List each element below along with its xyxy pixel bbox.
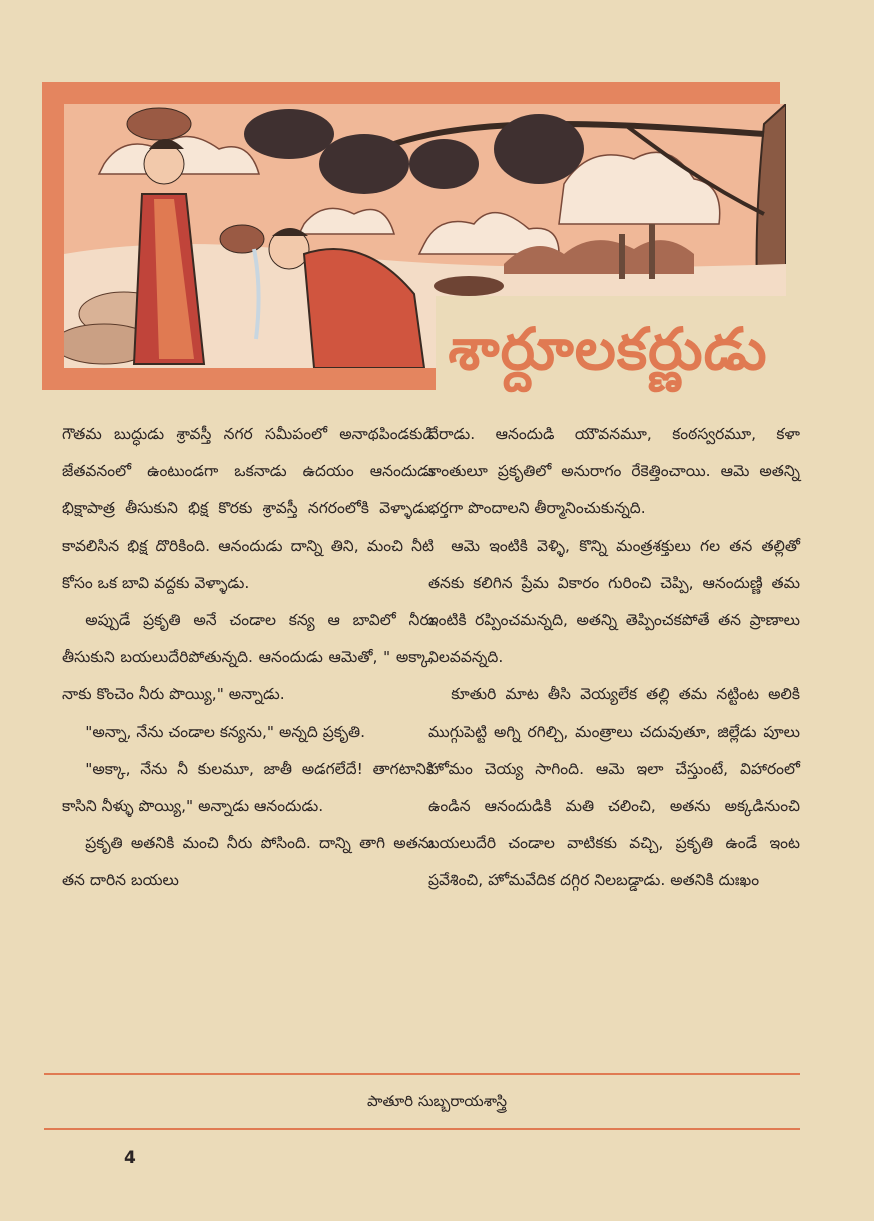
paragraph: గౌతమ బుద్ధుడు శ్రావస్తీ నగర సమీపంలో అనాథపిండకుడి జేతవనంలో ఉంటుండగా ఒకనాడు ఉదయం ఆనందుడు భిక్షాపాత్ర తీసుకుని భిక్ష కొరకు శ్రావస్తీ నగరంలోకి వెళ్ళాడు. కావలిసిన భిక్ష దొరికింది. ఆనందుడు దాన్ని తిని, మంచి నీటి కోసం ఒక బావి వద్దకు వెళ్ళాడు. (62, 425, 434, 592)
page-number: 4 (124, 1148, 136, 1168)
paragraph: "అన్నా, నేను చండాల కన్యను," అన్నది ప్రకృతి. (85, 722, 366, 741)
top-divider (44, 1073, 800, 1075)
bottom-divider (44, 1128, 800, 1130)
paragraph: ప్రకృతి అతనికి మంచి నీరు పోసింది. దాన్ని తాగి అతను తన దారిన బయలు (62, 834, 434, 890)
paragraph: అప్పుడే ప్రకృతి అనే చండాల కన్య ఆ బావిలో నీరు తీసుకుని బయలుదేరిపోతున్నది. ఆనందుడు ఆమెతో, " అక్కా, నాకు కొంచెం నీరు పొయ్యి," అన్నాడు. (62, 611, 434, 704)
left-column (62, 416, 434, 900)
paragraph: దేరాడు. ఆనందుడి యౌవనమూ, కంఠస్వరమూ, కళా కాంతులూ ప్రకృతిలో అనురాగం రేకెత్తించాయి. ఆమె అతన్ని భర్తగా పొందాలని తీర్మానించుకున్నది. (428, 425, 800, 518)
paragraph: కూతురి మాట తీసి వెయ్యలేక తల్లి తమ నట్టింట అలికి ముగ్గుపెట్టి అగ్ని రగిల్చి, మంత్రాలు చదువుతూ, జిల్లేడు పూలు హోమం చెయ్య సాగింది. ఆమె ఇలా చేస్తుంటే, విహారంలో ఉండిన ఆనందుడికి మతి చలించి, అతను అక్కడినుంచి బయలుదేరి చండాల వాటికకు వచ్చి, ప్రకృతి ఉండే ఇంట ప్రవేశించి, హోమవేదిక దగ్గిర నిలబడ్డాడు. అతనికి దుఃఖం (428, 685, 800, 890)
author-name: పాతూరి సుబ్బరాయశాస్త్రి (367, 1092, 507, 1110)
paragraph: "అక్కా, నేను నీ కులమూ, జాతీ అడగలేదే! తాగటానికి కాసిని నీళ్ళు పొయ్యి," అన్నాడు ఆనందుడు. (62, 759, 434, 816)
story-title: శార్దూలకర్ణుడు (448, 315, 768, 383)
paragraph: ఆమె ఇంటికి వెళ్ళి, కొన్ని మంత్రశక్తులు గల తన తల్లితో తనకు కలిగిన ప్రేమ వికారం గురించి చెప్పి, ఆనందుణ్ణి తమ ఇంటికి రప్పించమన్నది, అతన్ని తెప్పించకపోతే తన ప్రాణాలు నిలవవన్నది. (428, 536, 800, 667)
right-column (428, 416, 800, 900)
